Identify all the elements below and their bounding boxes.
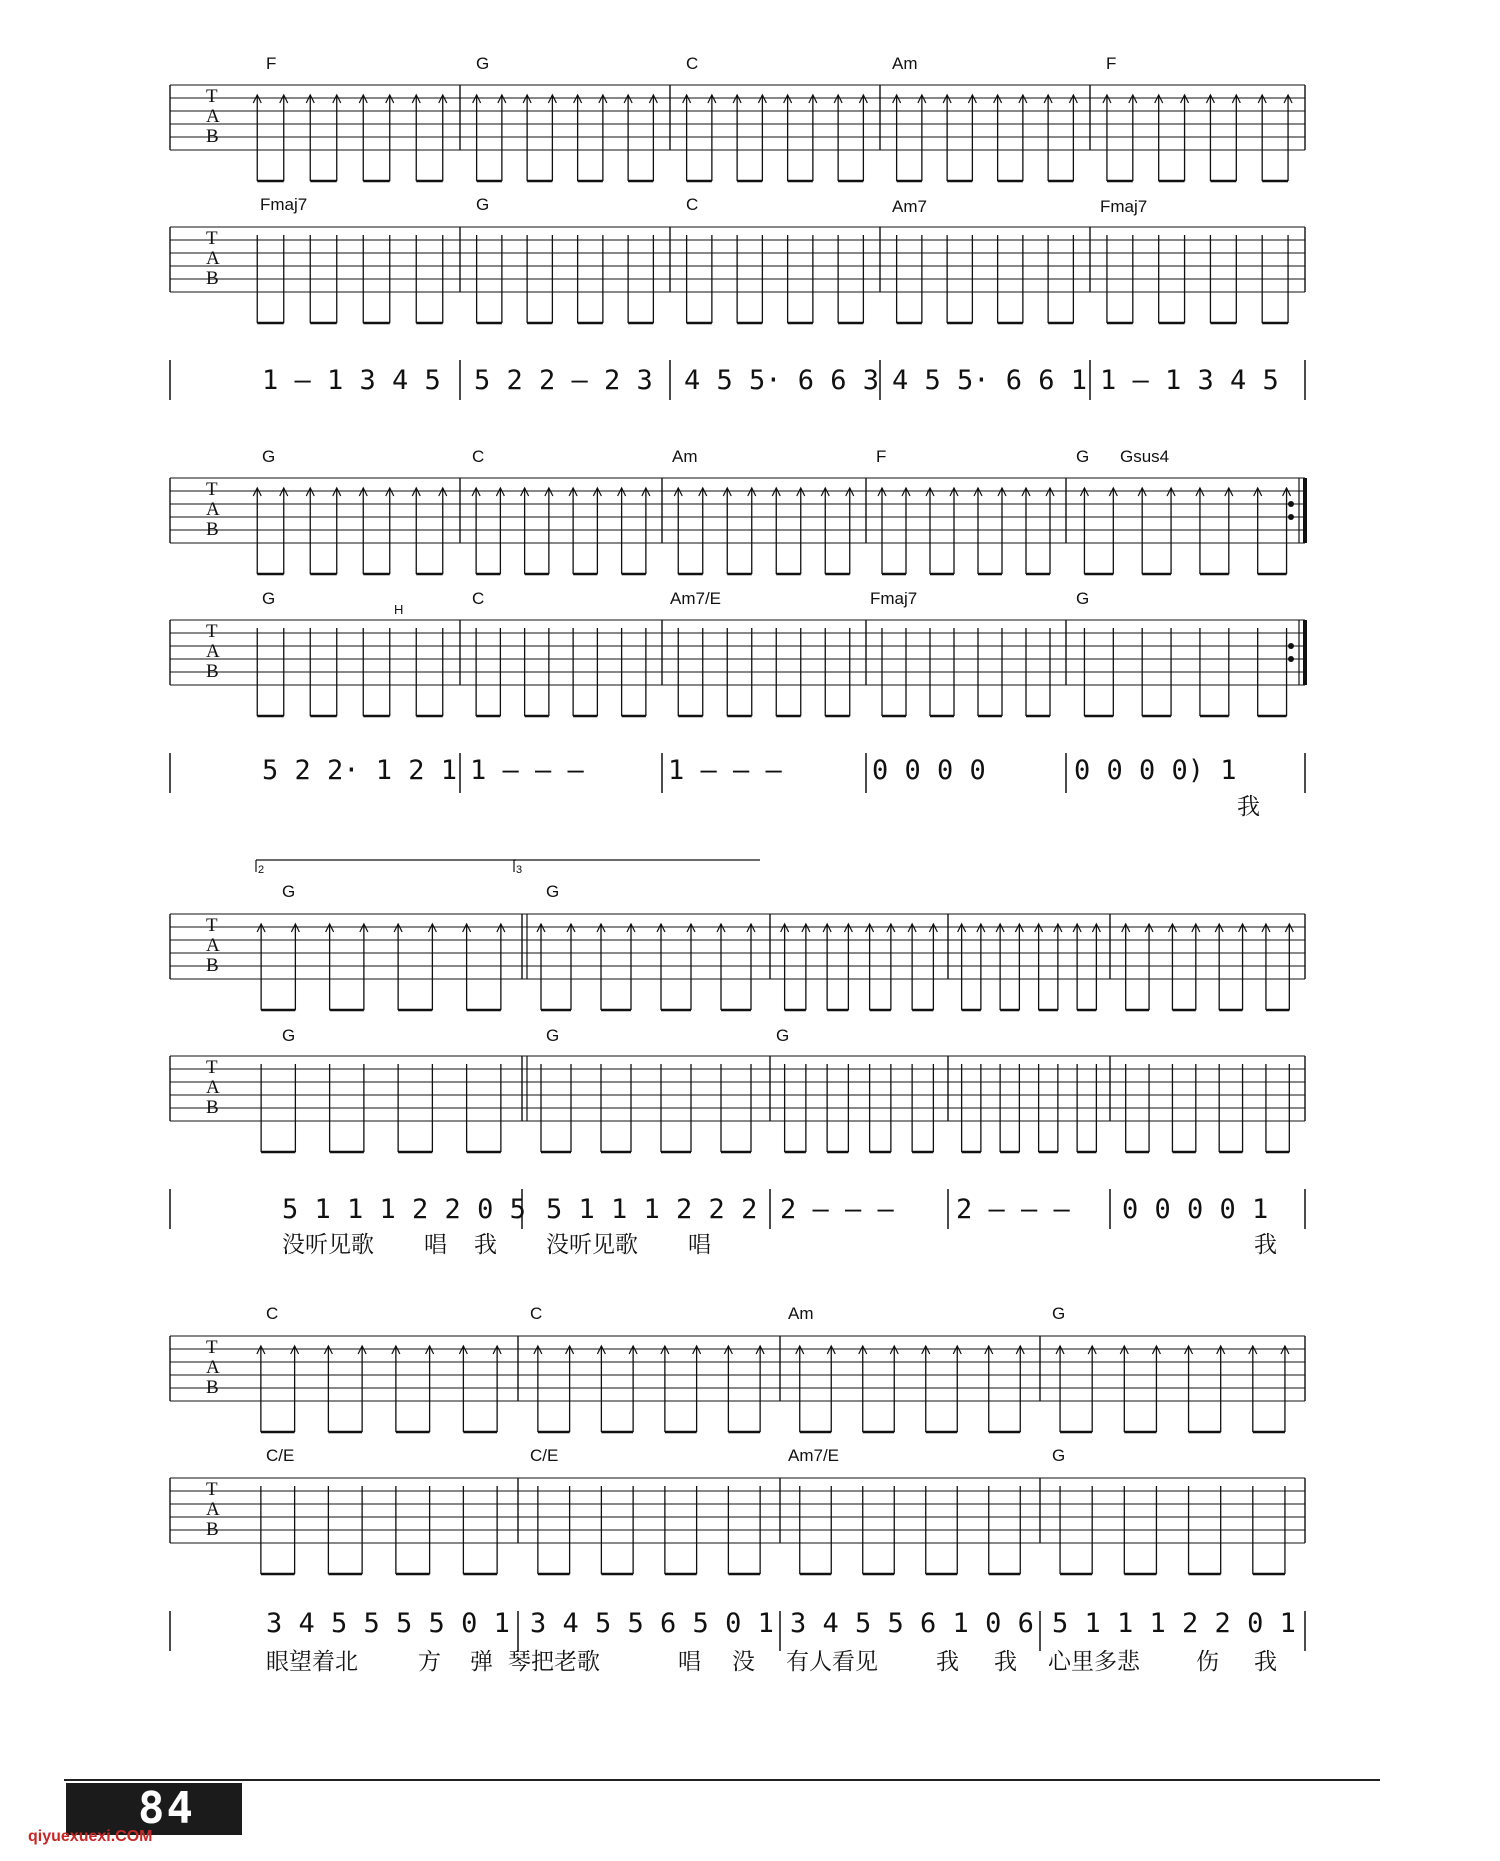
lyric: 我 xyxy=(936,1649,959,1675)
lyric: 没听见歌 xyxy=(282,1232,374,1258)
jianpu-measure: 3 4 5 5 6 5 0 1 xyxy=(530,1608,774,1639)
chord-label: Am7/E xyxy=(670,589,722,608)
chord-label: Am7/E xyxy=(788,1446,840,1465)
chord-label: G xyxy=(1076,447,1090,466)
volta-number: 3 xyxy=(516,864,523,876)
chord-label: Fmaj7 xyxy=(1100,197,1148,216)
jianpu-measure: 5 2 2 — 2 3 xyxy=(474,365,653,396)
tab-clef-letter: T xyxy=(206,1337,218,1358)
chord-label: G xyxy=(546,882,560,901)
chord-label: C xyxy=(472,447,485,466)
jianpu-measure: 1 — — — xyxy=(668,755,782,786)
chord-label: F xyxy=(1106,54,1117,73)
tab-clef-letter: A xyxy=(206,1357,220,1378)
lyric: 伤 xyxy=(1196,1649,1219,1675)
lyric: 唱 xyxy=(678,1649,701,1675)
tab-clef-letter: B xyxy=(206,955,219,976)
chord-label: Am xyxy=(672,447,698,466)
lyric: 唱 xyxy=(688,1232,711,1258)
tab-clef-letter: A xyxy=(206,641,220,662)
chord-label: C xyxy=(530,1304,543,1323)
jianpu-measure: 2 — — — xyxy=(956,1194,1070,1225)
chord-label: G xyxy=(262,447,276,466)
chord-label: C/E xyxy=(266,1446,295,1465)
tab-clef-letter: T xyxy=(206,621,218,642)
jianpu-measure: 4 5 5· 6 6 3 xyxy=(684,365,880,396)
score-drawing-layer xyxy=(170,85,1305,1651)
tab-clef-letter: A xyxy=(206,935,220,956)
system-4 xyxy=(266,1304,1296,1675)
chord-label: C/E xyxy=(530,1446,559,1465)
lyric: 我 xyxy=(1254,1649,1277,1675)
lyric: 有人看见 xyxy=(786,1649,878,1675)
chord-label: Am7 xyxy=(892,197,927,216)
system-3 xyxy=(258,864,1277,1258)
chord-label: C xyxy=(686,195,699,214)
chord-label: C xyxy=(686,54,699,73)
chord-label: G xyxy=(1076,589,1090,608)
tab-clef-letter: B xyxy=(206,1519,219,1540)
tab-clef-letter: A xyxy=(206,1499,220,1520)
chord-label: C xyxy=(266,1304,279,1323)
chord-label: G xyxy=(776,1026,790,1045)
jianpu-measure: 5 1 1 1 2 2 2 xyxy=(546,1194,758,1225)
chord-label: Am xyxy=(892,54,918,73)
tab-clef-letter: A xyxy=(206,499,220,520)
chord-label: G xyxy=(282,882,296,901)
chord-label: Gsus4 xyxy=(1120,447,1170,466)
lyric: 没 xyxy=(732,1649,755,1675)
repeat-dot xyxy=(1288,501,1294,507)
page-number: 84 xyxy=(138,1783,195,1834)
lyric: 弹 xyxy=(470,1649,493,1675)
chord-label: Am xyxy=(788,1304,814,1323)
lyric: 方 xyxy=(418,1649,441,1675)
lyric: 我 xyxy=(1237,794,1260,820)
site-watermark: qiyuexuexi.COM xyxy=(28,1828,153,1845)
jianpu-measure: 1 — — — xyxy=(470,755,584,786)
repeat-dot xyxy=(1288,656,1294,662)
tab-clef-letter: B xyxy=(206,661,219,682)
jianpu-measure: 1 — 1 3 4 5 xyxy=(1100,365,1279,396)
repeat-dot xyxy=(1288,643,1294,649)
chord-label: G xyxy=(476,195,490,214)
jianpu-measure: 3 4 5 5 5 5 0 1 xyxy=(266,1608,510,1639)
chord-label: G xyxy=(476,54,490,73)
tab-clef-letter: B xyxy=(206,1097,219,1118)
lyric: 我 xyxy=(1254,1232,1277,1258)
jianpu-measure: 4 5 5· 6 6 1 xyxy=(892,365,1088,396)
chord-label: G xyxy=(282,1026,296,1045)
lyric: 没听见歌 xyxy=(546,1232,638,1258)
lyric: 唱 xyxy=(424,1232,447,1258)
chord-label: F xyxy=(876,447,887,466)
chord-label: F xyxy=(266,54,277,73)
chord-label: G xyxy=(1052,1304,1066,1323)
jianpu-measure: 5 1 1 1 2 2 0 1 xyxy=(1052,1608,1296,1639)
jianpu-measure: 5 1 1 1 2 2 0 5 xyxy=(282,1194,526,1225)
tab-clef-letter: B xyxy=(206,126,219,147)
chord-label: Fmaj7 xyxy=(870,589,918,608)
tab-clef-letter: B xyxy=(206,519,219,540)
hammer-on-mark: H xyxy=(394,602,404,617)
chord-label: G xyxy=(262,589,276,608)
footer-rule xyxy=(64,1779,1380,1781)
lyric: 我 xyxy=(994,1649,1017,1675)
tab-clef-letter: T xyxy=(206,1479,218,1500)
jianpu-measure: 3 4 5 5 6 1 0 6 xyxy=(790,1608,1034,1639)
tab-clef-letter: A xyxy=(206,248,220,269)
tab-clef-letter: T xyxy=(206,479,218,500)
chord-label: G xyxy=(546,1026,560,1045)
tab-clef-letter: B xyxy=(206,1377,219,1398)
tab-clef-letter: A xyxy=(206,1077,220,1098)
jianpu-measure: 0 0 0 0) 1 xyxy=(1074,755,1237,786)
chord-label: G xyxy=(1052,1446,1066,1465)
lyric: 眼望着北 xyxy=(266,1649,358,1675)
jianpu-measure: 2 — — — xyxy=(780,1194,894,1225)
volta-number: 2 xyxy=(258,864,265,876)
jianpu-measure: 0 0 0 0 xyxy=(872,755,986,786)
jianpu-measure: 0 0 0 0 1 xyxy=(1122,1194,1269,1225)
lyric: 心里多悲 xyxy=(1048,1649,1140,1675)
tab-clef-letter: A xyxy=(206,106,220,127)
repeat-dot xyxy=(1288,514,1294,520)
lyric: 我 xyxy=(474,1232,497,1258)
chord-label: C xyxy=(472,589,485,608)
system-1 xyxy=(260,54,1279,396)
chord-label: Fmaj7 xyxy=(260,195,308,214)
tab-clef-letter: T xyxy=(206,86,218,107)
jianpu-measure: 1 — 1 3 4 5 xyxy=(262,365,441,396)
lyric: 琴把老歌 xyxy=(508,1649,600,1675)
tab-clef-letter: T xyxy=(206,1057,218,1078)
tab-clef-letter: T xyxy=(206,228,218,249)
tab-clef-letter: T xyxy=(206,915,218,936)
tab-clef-letter: B xyxy=(206,268,219,289)
jianpu-measure: 5 2 2· 1 2 1 xyxy=(262,755,458,786)
